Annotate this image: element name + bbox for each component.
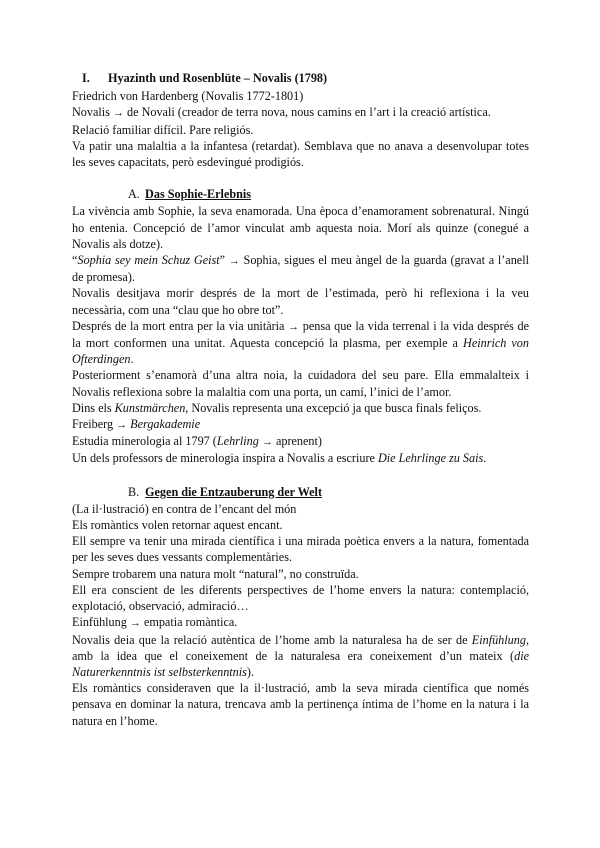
arrow-icon: → — [129, 617, 141, 630]
section-b-line-8: Els romàntics consideraven que la il·lustració, amb la seva mirada científica que només pensava en dominar la natura, trencava amb la pertinença íntima de l’home en la natura i la natura en l’home. — [72, 681, 529, 728]
section-b-line-2: Els romàntics volen retornar aquest encant. — [72, 518, 283, 533]
section-a-paragraph-3: Novalis desitjava morir després de la mort de l’estimada, però hi reflexiona i la veu necessària, com una “clau que ho obre tot”. — [72, 286, 529, 317]
section-b-title: Gegen die Entzauberung der Welt — [145, 484, 322, 499]
section-b-line-1: (La il·lustració) en contra de l’encant del món — [72, 501, 297, 516]
section-b-line-7: Novalis deia que la relació autèntica de l’home amb la naturalesa ha de ser de Einfühlung, amb la idea que el coneixement de la naturalesa era coneixement d’un mateix (die Naturerkenntnis ist selbsterkenntnis). — [72, 632, 529, 679]
arrow-icon: → — [288, 320, 300, 333]
intro-line-4: Va patir una malaltia a la infantesa (retardat). Semblava que no anava a desenvolupar totes les seves capacitats, però esdevingué prodigiós. — [72, 138, 529, 170]
intro-line-2: Novalis → de Novali (creador de terra nova, nous camins en l’art i la creació artística. — [72, 105, 491, 120]
section-a-paragraph-2: “Sophia sey mein Schuz Geist” → Sophia, sigues el meu àngel de la guarda (gravat a l’anell de promesa). — [72, 253, 529, 285]
heading-title: Hyazinth und Rosenblüte – Novalis (1798) — [108, 71, 328, 85]
section-a-title: Das Sophie-Erlebnis — [145, 187, 252, 202]
section-b-line-5: Ell era conscient de les diferents perspectives de l’home envers la natura: contemplació, explotació, observació, admiració… — [72, 582, 529, 614]
section-a-paragraph-6: Dins els Kunstmärchen, Novalis representa una excepció ja que busca finals feliços. — [72, 400, 482, 415]
section-b-line-3: Ell sempre va tenir una mirada científica i una mirada poètica envers a la natura, fomentada per les seves dues vessants complementàries. — [72, 534, 529, 565]
section-b-line-6: Einfühlung → empatia romàntica. — [72, 615, 238, 630]
section-b-heading — [128, 484, 529, 500]
section-a-paragraph-1: La vivència amb Sophie, la seva enamorada. Una època d’enamorament sobrenatural. Ningú ho entenia. Concepció de l’amor vinculat amb aquesta noia. Morí als quinze (conegué a Novalis als dotze). — [72, 204, 529, 251]
section-b-letter: B. — [128, 484, 140, 499]
section-a-paragraph-9: Un dels professors de minerologia inspira a Novalis a escriure Die Lehrlinge zu Sais. — [72, 451, 487, 466]
section-a-paragraph-5: Posteriorment s’enamorà d’una altra noia, la cuidadora del seu pare. Ella emmalalteix i Novalis reflexiona sobre la malaltia com una porta, un camí, l’inici de l’amor. — [72, 368, 529, 399]
arrow-icon: → — [116, 419, 128, 432]
heading-number: I. — [82, 71, 90, 85]
arrow-icon: → — [228, 255, 240, 268]
section-a-paragraph-8: Estudia minerologia al 1797 (Lehrling → aprenent) — [72, 434, 322, 449]
section-a-letter: A. — [128, 187, 140, 202]
intro-line-3: Relació familiar difícil. Pare religiós. — [72, 122, 254, 137]
arrow-icon: → — [261, 436, 273, 449]
arrow-icon: → — [112, 107, 124, 120]
section-a-heading — [128, 186, 529, 202]
main-heading — [82, 70, 529, 86]
section-b-line-4: Sempre trobarem una natura molt “natural”, no construïda. — [72, 566, 359, 581]
document-page — [72, 70, 529, 729]
section-a-paragraph-7: Freiberg → Bergakademie — [72, 417, 201, 432]
section-a-paragraph-4: Després de la mort entra per la via unitària → pensa que la vida terrenal i la vida després de la mort conformen una unitat. Aquesta concepció la plasma, per exemple a Heinrich von Ofterdingen. — [72, 318, 529, 367]
intro-line-1: Friedrich von Hardenberg (Novalis 1772-1801) — [72, 89, 304, 104]
